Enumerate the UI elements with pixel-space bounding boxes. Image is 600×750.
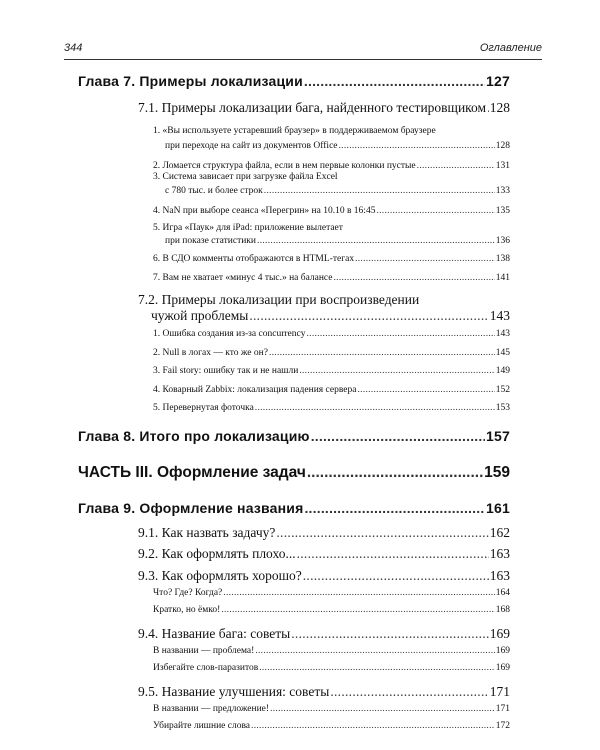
leader-dots <box>376 206 494 216</box>
leader-dots <box>264 186 495 196</box>
toc-item-7-2-3[interactable]: 3. Fail story: ошибку так и не нашли ..... 149 <box>153 366 510 376</box>
toc-item-7-1-1-line1[interactable]: 1. «Вы используете устаревший браузер» в поддерживаемом браузере <box>153 126 436 136</box>
toc-item-7-1-6[interactable]: 6. В СДО комменты отображаются в HTML-тегах ..... 138 <box>153 254 510 264</box>
toc-section-7-2-line2[interactable]: чужой проблемы ..... 143 <box>151 308 510 324</box>
toc-item-7-2-5[interactable]: 5. Перевернутая фоточка ..... 153 <box>153 403 510 413</box>
leader-dots <box>276 525 488 541</box>
header-rule <box>64 59 542 60</box>
leader-dots <box>355 254 495 264</box>
leader-dots <box>357 385 494 395</box>
toc-chapter-8[interactable]: Глава 8. Итого про локализацию ..... 157 <box>78 428 510 444</box>
toc-item-7-2-4[interactable]: 4. Коварный Zabbix: локализация падения сервера ..... 152 <box>153 385 510 395</box>
running-header <box>64 42 542 58</box>
toc-chapter-7[interactable]: Глава 7. Примеры локализации ..... 127 <box>78 73 510 89</box>
leader-dots <box>487 100 489 116</box>
toc-section-7-1[interactable]: 7.1. Примеры локализации бага, найденного тестировщиком ..... 128 <box>138 100 510 116</box>
leader-dots <box>304 500 485 516</box>
toc-item-9-5-2[interactable]: Убирайте лишние слова ..... 172 <box>153 721 510 731</box>
leader-dots <box>306 329 494 339</box>
leader-dots <box>223 588 494 598</box>
toc-section-7-2-line1[interactable]: 7.2. Примеры локализации при воспроизведении <box>138 292 420 307</box>
leader-dots <box>270 704 495 714</box>
toc-part-3[interactable]: ЧАСТЬ III. Оформление задач ..... 159 <box>78 464 510 482</box>
running-title: Оглавление <box>479 42 542 54</box>
toc-item-7-1-2[interactable]: 2. Ломается структура файла, если в нем первые колонки пустые ..... 131 <box>153 161 510 171</box>
toc-item-9-4-1[interactable]: В названии — проблема! ..... 169 <box>153 646 510 656</box>
leader-dots <box>255 646 494 656</box>
toc-section-9-1[interactable]: 9.1. Как назвать задачу? ..... 162 <box>138 525 510 541</box>
leader-dots <box>330 684 488 700</box>
page-number: 344 <box>64 42 83 54</box>
toc-item-7-2-1[interactable]: 1. Ошибка создания из-за concurrency ..... 143 <box>153 329 510 339</box>
toc-section-9-2[interactable]: 9.2. Как оформлять плохо... ..... 163 <box>138 546 510 562</box>
leader-dots <box>251 721 495 731</box>
toc-item-7-2-2[interactable]: 2. Null в логах — кто же он? ..... 145 <box>153 348 510 358</box>
leader-dots <box>249 308 488 324</box>
leader-dots <box>255 403 495 413</box>
toc-item-9-4-2[interactable]: Избегайте слов-паразитов ..... 169 <box>153 663 510 673</box>
toc-item-7-1-5-line1[interactable]: 5. Игра «Паук» для iPad: приложение вылетает <box>153 223 343 233</box>
leader-dots <box>311 428 485 444</box>
toc-item-7-1-4[interactable]: 4. NaN при выборе сеанса «Перегрин» на 10.10 в 16:45 ..... 135 <box>153 206 510 216</box>
toc-item-9-5-1[interactable]: В названии — предложение! ..... 171 <box>153 704 510 714</box>
leader-dots <box>304 73 485 89</box>
leader-dots <box>259 663 495 673</box>
leader-dots <box>269 348 495 358</box>
leader-dots <box>257 236 495 246</box>
toc-item-7-1-5-line2[interactable]: при показе статистики ..... 136 <box>165 236 510 246</box>
toc-item-7-1-1-line2[interactable]: при переходе на сайт из документов Office ..... 128 <box>165 141 510 151</box>
leader-dots <box>291 626 489 642</box>
leader-dots <box>299 366 494 376</box>
toc-section-9-5[interactable]: 9.5. Название улучшения: советы ..... 171 <box>138 684 510 700</box>
leader-dots <box>417 161 495 171</box>
leader-dots <box>297 546 489 562</box>
leader-dots <box>307 464 483 482</box>
toc-item-9-3-1[interactable]: Что? Где? Когда? ..... 164 <box>153 588 510 598</box>
toc-section-9-3[interactable]: 9.3. Как оформлять хорошо? ..... 163 <box>138 568 510 584</box>
leader-dots <box>303 568 489 584</box>
toc-item-7-1-7[interactable]: 7. Вам не хватает «минус 4 тыс.» на балансе ..... 141 <box>153 273 510 283</box>
leader-dots <box>339 141 495 151</box>
leader-dots <box>221 605 494 615</box>
toc-item-7-1-3-line2[interactable]: с 780 тыс. и более строк ..... 133 <box>165 186 510 196</box>
leader-dots <box>333 273 494 283</box>
toc-item-7-1-3-line1[interactable]: 3. Система зависает при загрузке файла Excel <box>153 172 338 182</box>
toc-section-9-4[interactable]: 9.4. Название бага: советы ..... 169 <box>138 626 510 642</box>
toc-item-9-3-2[interactable]: Кратко, но ёмко! ..... 168 <box>153 605 510 615</box>
toc-chapter-9[interactable]: Глава 9. Оформление названия ..... 161 <box>78 500 510 516</box>
